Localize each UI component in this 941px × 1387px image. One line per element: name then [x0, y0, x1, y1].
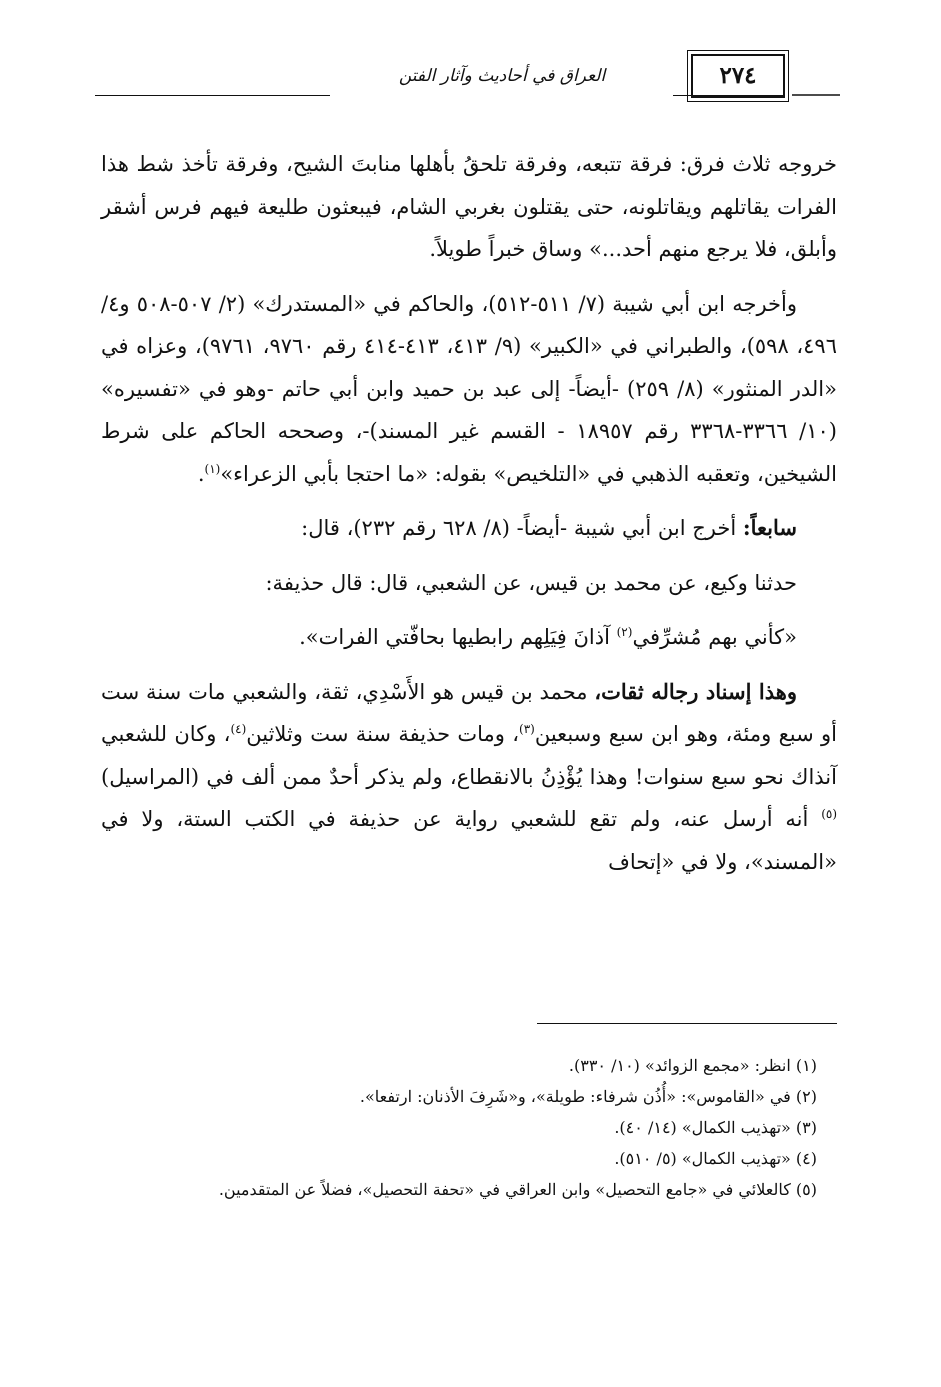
paragraph-2-text: وأخرجه ابن أبي شيبة (٧/ ٥١١-٥١٢)، والحاكم في «المستدرك» (٢/ ٥٠٧-٥٠٨ و٤/ ٤٩٦، ٥٩٨)، والطبراني في «الكبير» (٩/ ٤١٣، ٤١٣-٤١٤ رقم ٩٧٦٠، ٩٧٦١)، وعزاه في «الدر المنثور» (٨/ ٢٥٩) -أيضاً- إلى عبد بن حميد وابن أبي حاتم -وهو في «تفسيره» (١٠/ ٣٣٦٦-٣٣٦٨ رقم ١٨٩٥٧ - القسم غير المسند)-، وصححه الحاكم على شرط الشيخين، وتعقبه الذهبي في «التلخيص» بقوله: «ما احتجا بأبي الزعراء»	[101, 291, 837, 486]
paragraph-4: حدثنا وكيع، عن محمد بن قيس، عن الشعبي، قال: قال حذيفة:	[265, 570, 797, 595]
paragraph-3	[101, 507, 837, 550]
paragraph-6-text-d: أنه أرسل عنه، ولم تقع للشعبي رواية عن حذيفة في الكتب الستة، ولا في «المسند»، ولا في «إتحاف	[101, 807, 837, 874]
paragraph-6-text-a: محمد بن قيس هو الأَسْدِي، ثقة، والشعبي مات سنة ست أو سبع ومئة، وهو ابن سبع وسبعين	[101, 679, 837, 746]
quote-text-a: «كأني بهم مُشرِّفي	[632, 625, 797, 649]
footnote-separator	[537, 1023, 837, 1024]
paragraph-6	[101, 671, 837, 884]
footnote-ref-4: (٤)	[230, 722, 247, 736]
paragraph-6-text-b: ، ومات حذيفة سنة ست وثلاثين	[246, 722, 520, 746]
footnote-4: (٤) «تهذيب الكمال» (٥/ ٥١٠).	[614, 1149, 817, 1168]
paragraph-5	[101, 616, 837, 659]
footnote-ref-1: (١)	[204, 461, 221, 476]
paragraph-1: خروجه ثلاث فرق: فرقة تتبعه، وفرقة تلحقُ بأهلها منابتَ الشيح، وفرقة تأخذ شط هذا الفرات يقاتلهم ويقاتلونه، حتى يقتلون بغربي الشام، فيبعثون طليعة فيهم فرس أشقر وأبلق، فلا يرجع منهم أحد...» وساق خبراً طويلاً.	[101, 152, 837, 261]
footnote-3: (٣) «تهذيب الكمال» (١٤/ ٤٠).	[614, 1118, 817, 1137]
page-number: ٢٧٤	[691, 54, 785, 98]
footnote-ref-5: (٥)	[821, 807, 838, 821]
header-ornament-icon	[792, 86, 840, 98]
section-label: سابعاً:	[742, 515, 797, 540]
header-rule-left	[95, 95, 330, 96]
page-header	[95, 52, 840, 102]
footnote-1: (١) انظر: «مجمع الزوائد» (١٠/ ٣٣٠).	[568, 1056, 817, 1075]
footnote-ref-3: (٣)	[519, 722, 535, 736]
isnad-lead: وهذا إسناد رجاله ثقات،	[594, 678, 797, 704]
footnotes	[101, 1050, 837, 1205]
main-text	[101, 143, 837, 883]
paragraph-3-text: أخرج ابن أبي شيبة -أيضاً- (٨/ ٦٢٨ رقم ٢٣٢)، قال:	[301, 516, 737, 540]
footnote-5: (٥) كالعلائي في «جامع التحصيل» وابن العراقي في «تحفة التحصيل»، فضلاً عن المتقدمين.	[218, 1180, 817, 1199]
paragraph-6-text-c: ، وكان للشعبي آنذاك نحو سبع سنوات! وهذا يُؤْذِنُ بالانقطاع، ولم يذكر أحدٌ ممن ألف في (المراسيل)	[101, 722, 837, 789]
running-title: العراق في أحاديث وآثار الفتن	[398, 66, 606, 86]
footnote-ref-2: (٢)	[616, 625, 633, 639]
quote-text-b: آذانَ فِيَلِهم رابطيها بحافّتي الفرات».	[299, 625, 610, 649]
footnote-2: (٢) في «القاموس»: «أُذُن شرفاء: طويلة»، و«شَرِفَ الأذنان: ارتفعا».	[359, 1087, 817, 1106]
paragraph-2: وأخرجه ابن أبي شيبة (٧/ ٥١١-٥١٢)، والحاكم في «المستدرك» (٢/ ٥٠٧-٥٠٨ و٤/ ٤٩٦، ٥٩٨)، والطبراني في «الكبير» (٩/ ٤١٣، ٤١٣-٤١٤ رقم ٩٧٦٠، ٩٧٦١)، وعزاه في «الدر المنثور» (٨/ ٢٥٩) -أيضاً- إلى عبد بن حميد وابن أبي حاتم -وهو في «تفسيره» (١٠/ ٣٣٦٦-٣٣٦٨ رقم ١٨٩٥٧ - القسم غير المسند)-، وصححه الحاكم على شرط الشيخين، وتعقبه الذهبي في «التلخيص» بقوله: «ما احتجا بأبي الزعراء»$^{(١)}$.	[101, 291, 837, 486]
